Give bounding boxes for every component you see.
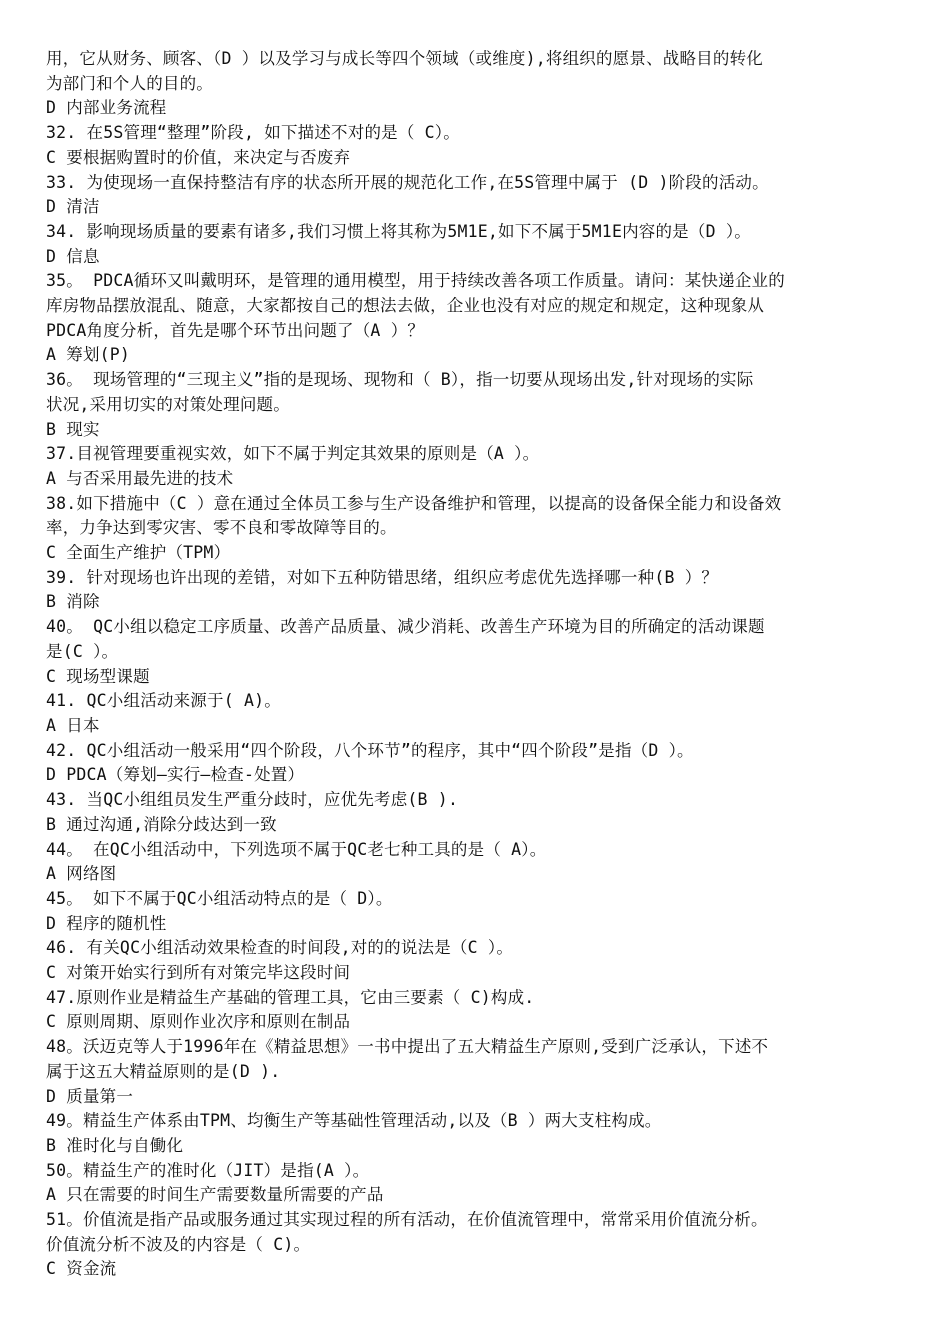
question-41: 41. QC小组活动来源于( A)。 <box>46 691 281 711</box>
question-38-cont: 率，力争达到零灾害、零不良和零故障等目的。 <box>46 518 397 538</box>
question-40: 40。 QC小组以稳定工序质量、改善产品质量、减少消耗、改善生产环境为目的所确定的活动课题 <box>46 617 765 637</box>
question-35-cont: PDCA角度分析，首先是哪个环节出问题了（A ）？ <box>46 320 425 340</box>
answer-41: A 日本 <box>46 715 100 735</box>
question-45: 45。 如下不属于QC小组活动特点的是（ D）。 <box>46 888 393 908</box>
question-32: 32. 在5S管理“整理”阶段, 如下描述不对的是（ C）。 <box>46 123 460 143</box>
question-36: 36。 现场管理的“三现主义”指的是现场、现物和（ B），指一切要从现场出发,针对现场的实际 <box>46 370 754 390</box>
question-46: 46. 有关QC小组活动效果检查的时间段,对的的说法是（C ）。 <box>46 938 514 958</box>
answer-42: D PDCA（筹划—实行—检查-处置） <box>46 765 305 785</box>
answer-44: A 网络图 <box>46 864 117 884</box>
question-47: 47.原则作业是精益生产基础的管理工具，它由三要素（ C)构成. <box>46 987 535 1007</box>
answer-40: C 现场型课题 <box>46 666 150 686</box>
question-43: 43. 当QC小组组员发生严重分歧时，应优先考虑(B ). <box>46 790 459 810</box>
text-line: 用，它从财务、顾客、（D ）以及学习与成长等四个领域（或维度),将组织的愿景、战略目的转化 <box>46 49 763 68</box>
question-36-cont: 状况,采用切实的对策处理问题。 <box>46 394 290 414</box>
question-48: 48。沃迈克等人于1996年在《精益思想》一书中提出了五大精益生产原则,受到广泛承认，下述不 <box>46 1037 769 1057</box>
answer-32: C 要根据购置时的价值，来决定与否废弃 <box>46 147 351 167</box>
question-33: 33. 为使现场一直保持整洁有序的状态所开展的规范化工作,在5S管理中属于 (D )阶段的活动。 <box>46 172 769 192</box>
answer-36: B 现实 <box>46 419 100 439</box>
answer-38: C 全面生产维护（TPM） <box>46 543 231 563</box>
question-35-cont: 库房物品摆放混乱、随意，大家都按自己的想法去做，企业也没有对应的规定和规定，这种现象从 <box>46 296 765 316</box>
question-51-cont: 价值流分析不波及的内容是（ C)。 <box>46 1234 311 1254</box>
question-44: 44。 在QC小组活动中，下列选项不属于QC老七种工具的是（ A）。 <box>46 839 547 859</box>
answer-50: A 只在需要的时间生产需要数量所需要的产品 <box>46 1185 384 1205</box>
answer-35: A 筹划(P) <box>46 345 131 365</box>
answer-39: B 消除 <box>46 592 100 612</box>
question-37: 37.目视管理要重视实效，如下不属于判定其效果的原则是（A ）。 <box>46 444 540 464</box>
question-42: 42. QC小组活动一般采用“四个阶段，八个环节”的程序，其中“四个阶段”是指（D ）。 <box>46 740 694 760</box>
text-line: 为部门和个人的目的。 <box>46 73 213 93</box>
answer-43: B 通过沟通,消除分歧达到一致 <box>46 814 277 834</box>
question-34: 34. 影响现场质量的要素有诸多,我们习惯上将其称为5M1E,如下不属于5M1E内容的是（D ）。 <box>46 221 751 241</box>
answer-33: D 清洁 <box>46 197 100 217</box>
answer-45: D 程序的随机性 <box>46 913 167 933</box>
question-38: 38.如下措施中（C ）意在通过全体员工参与生产设备维护和管理，以提高的设备保全能力和设备效 <box>46 493 782 513</box>
question-48-cont: 属于这五大精益原则的是(D ). <box>46 1061 281 1081</box>
answer-48: D 质量第一 <box>46 1086 134 1106</box>
answer-46: C 对策开始实行到所有对策完毕这段时间 <box>46 963 351 983</box>
question-39: 39. 针对现场也许出现的差错，对如下五种防错思绪，组织应考虑优先选择哪一种(B ）？ <box>46 567 719 587</box>
question-49: 49。精益生产体系由TPM、均衡生产等基础性管理活动,以及（B ）两大支柱构成。 <box>46 1111 662 1131</box>
answer-49: B 准时化与自働化 <box>46 1135 184 1155</box>
question-35: 35。 PDCA循环又叫戴明环，是管理的通用模型，用于持续改善各项工作质量。请问：某快递企业的 <box>46 271 785 291</box>
question-51: 51。价值流是指产品或服务通过其实现过程的所有活动，在价值流管理中，常常采用价值流分析。 <box>46 1210 768 1230</box>
question-40-cont: 是(C ）。 <box>46 641 119 661</box>
question-50: 50。精益生产的准时化（JIT）是指(A ）。 <box>46 1160 370 1180</box>
answer-47: C 原则周期、原则作业次序和原则在制品 <box>46 1012 351 1032</box>
answer-51: C 资金流 <box>46 1259 117 1279</box>
answer-line: D 内部业务流程 <box>46 98 167 118</box>
answer-37: A 与否采用最先进的技术 <box>46 468 234 488</box>
answer-34: D 信息 <box>46 246 100 266</box>
